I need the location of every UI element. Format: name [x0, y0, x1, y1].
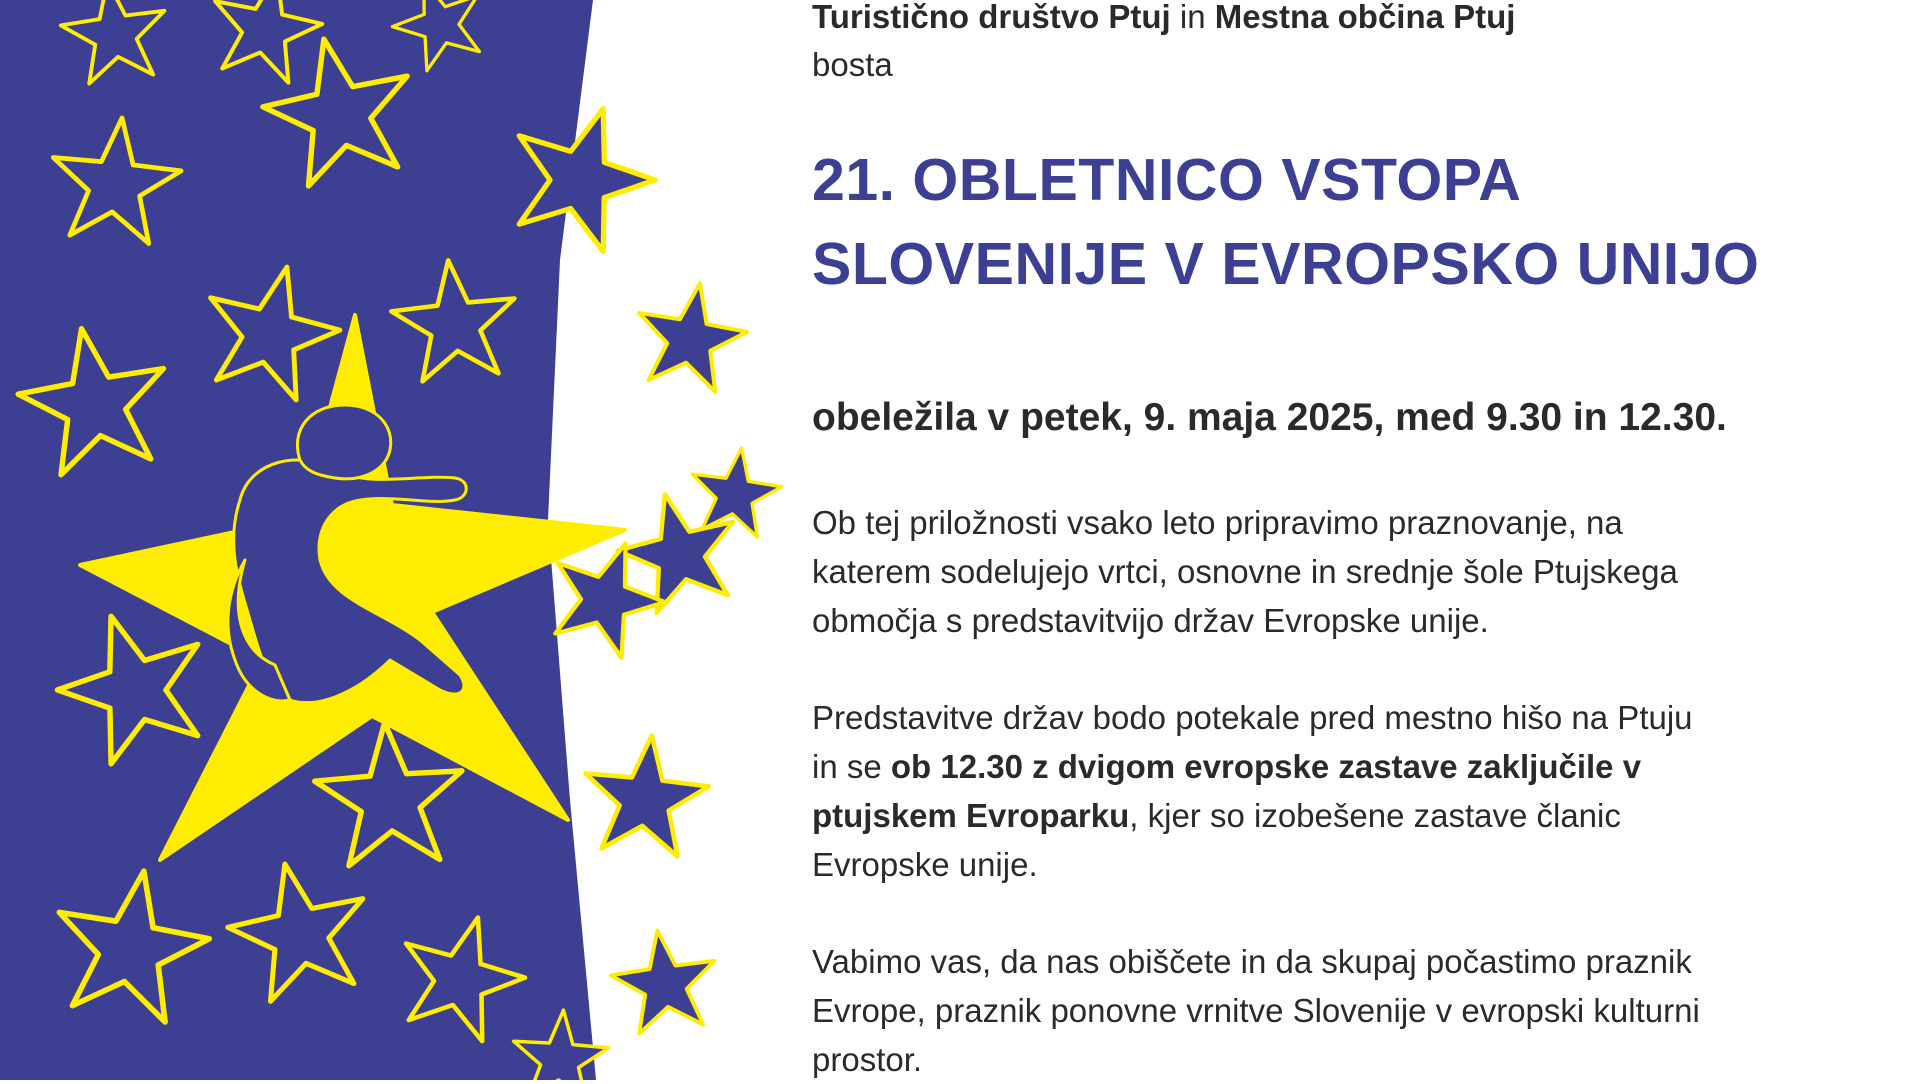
paragraph-line: Evrope, praznik ponovne vrnitve Slovenije v evropski kulturni	[812, 992, 1700, 1029]
conjunction: in	[1179, 0, 1206, 35]
paragraph-line: Ob tej priložnosti vsako leto pripravimo praznovanje, na	[812, 504, 1623, 541]
organizer-municipality: Mestna občina Ptuj	[1214, 0, 1516, 35]
paragraph-line: Vabimo vas, da nas obiščete in da skupaj počastimo praznik	[812, 943, 1692, 980]
text-run: , kjer so izobešene zastave članic	[1129, 797, 1621, 834]
text-run-bold: ob 12.30 z dvigom evropske zastave zaključile v	[890, 748, 1642, 785]
paragraph-line	[812, 791, 1693, 840]
paragraph-invitation	[812, 937, 1700, 1084]
invitation-text	[812, 0, 1902, 1080]
event-date-line: obeležila v petek, 9. maja 2025, med 9.30 in 12.30.	[812, 396, 1727, 439]
headline-line-2: SLOVENIJE V EVROPSKO UNIJO	[812, 231, 1760, 297]
paragraph-line: prostor.	[812, 1041, 923, 1078]
paragraph-presentations	[812, 693, 1693, 889]
paragraph-line: območja s predstavitvijo držav Evropske unije.	[812, 602, 1489, 639]
text-run-bold: ptujskem Evroparku	[812, 797, 1130, 834]
paragraph-line: katerem sodelujejo vrtci, osnovne in srednje šole Ptujskega	[812, 553, 1678, 590]
paragraph-line	[812, 742, 1693, 791]
intro-line-1	[812, 0, 1515, 41]
paragraph-line: Predstavitve držav bodo potekale pred mestno hišo na Ptuju	[812, 699, 1693, 736]
paragraph-celebration	[812, 498, 1678, 645]
headline-line-1: 21. OBLETNICO VSTOPA	[812, 147, 1522, 213]
text-run: in se	[812, 748, 891, 785]
intro-verb: bosta	[812, 46, 893, 83]
paragraph-line: Evropske unije.	[812, 846, 1038, 883]
organizer-tourist-society: Turistično društvo Ptuj	[812, 0, 1171, 35]
eu-stars-illustration	[0, 0, 800, 1080]
